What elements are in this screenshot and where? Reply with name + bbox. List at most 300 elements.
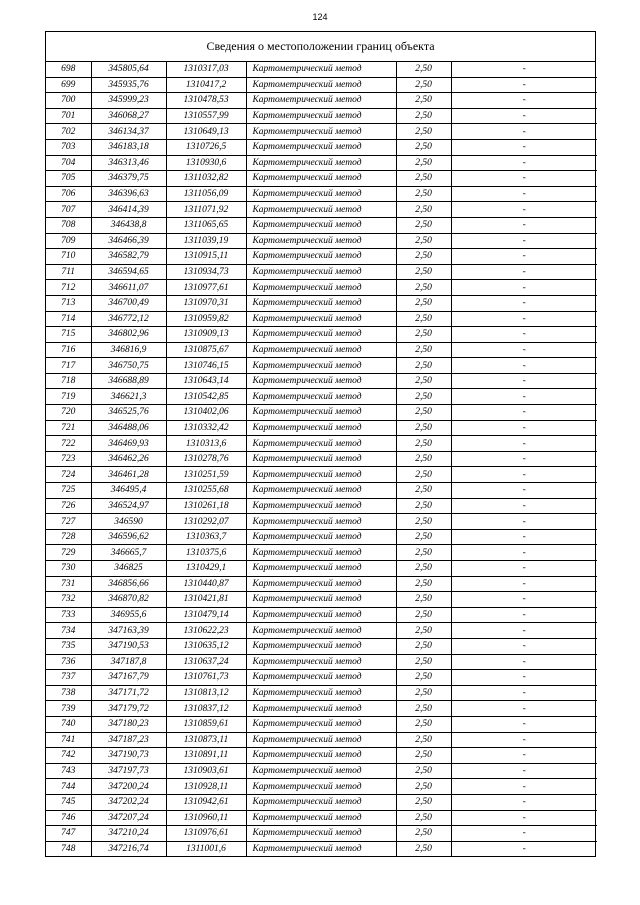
method-cell: Картометрический метод bbox=[246, 701, 396, 717]
point-number-cell: 699 bbox=[46, 77, 91, 93]
accuracy-cell: 2,50 bbox=[396, 623, 451, 639]
y-coordinate-cell: 1310637,24 bbox=[166, 654, 246, 670]
point-number-cell: 731 bbox=[46, 576, 91, 592]
point-number-cell: 734 bbox=[46, 623, 91, 639]
x-coordinate-cell: 346466,39 bbox=[91, 233, 166, 249]
point-number-cell: 737 bbox=[46, 670, 91, 686]
x-coordinate-cell: 345935,76 bbox=[91, 77, 166, 93]
table-row bbox=[46, 483, 597, 499]
accuracy-cell: 2,50 bbox=[396, 389, 451, 405]
method-cell: Картометрический метод bbox=[246, 233, 396, 249]
x-coordinate-cell: 346688,89 bbox=[91, 373, 166, 389]
accuracy-cell: 2,50 bbox=[396, 327, 451, 343]
y-coordinate-cell: 1310251,59 bbox=[166, 467, 246, 483]
description-cell: - bbox=[451, 358, 597, 374]
x-coordinate-cell: 346524,97 bbox=[91, 498, 166, 514]
accuracy-cell: 2,50 bbox=[396, 685, 451, 701]
table-row bbox=[46, 623, 597, 639]
description-cell: - bbox=[451, 654, 597, 670]
method-cell: Картометрический метод bbox=[246, 311, 396, 327]
table-row bbox=[46, 779, 597, 795]
point-number-cell: 698 bbox=[61, 64, 76, 75]
description-cell: - bbox=[451, 249, 597, 265]
point-number-cell: 747 bbox=[46, 826, 91, 842]
table-row bbox=[46, 607, 597, 623]
description-cell: - bbox=[451, 77, 597, 93]
method-cell: Картометрический метод bbox=[246, 810, 396, 826]
accuracy-cell: 2,50 bbox=[396, 342, 451, 358]
point-number-cell: 723 bbox=[46, 451, 91, 467]
point-number-cell: 735 bbox=[46, 638, 91, 654]
description-cell: - bbox=[451, 670, 597, 686]
description-cell: - bbox=[451, 202, 597, 218]
method-cell: Картометрический метод bbox=[246, 826, 396, 842]
y-coordinate-cell: 1310261,18 bbox=[166, 498, 246, 514]
method-cell: Картометрический метод bbox=[246, 529, 396, 545]
accuracy-cell: 2,50 bbox=[396, 483, 451, 499]
description-cell: - bbox=[451, 716, 597, 732]
point-number-cell: 727 bbox=[46, 514, 91, 530]
x-coordinate-cell: 347197,73 bbox=[91, 763, 166, 779]
description-cell: - bbox=[451, 467, 597, 483]
y-coordinate-cell: 1310417,2 bbox=[166, 77, 246, 93]
accuracy-cell: 2,50 bbox=[396, 654, 451, 670]
point-number-cell: 739 bbox=[46, 701, 91, 717]
accuracy-cell: 2,50 bbox=[396, 607, 451, 623]
x-coordinate-cell: 346594,65 bbox=[91, 264, 166, 280]
description-cell: - bbox=[451, 794, 597, 810]
x-coordinate-cell: 346068,27 bbox=[91, 108, 166, 124]
x-coordinate-cell: 346772,12 bbox=[91, 311, 166, 327]
accuracy-cell: 2,50 bbox=[396, 264, 451, 280]
table-row bbox=[46, 732, 597, 748]
y-coordinate-cell: 1310977,61 bbox=[166, 280, 246, 296]
x-coordinate-cell: 346825 bbox=[91, 561, 166, 577]
y-coordinate-cell: 1311056,09 bbox=[166, 186, 246, 202]
page-number: 124 bbox=[312, 12, 328, 22]
x-coordinate-cell: 346870,82 bbox=[91, 592, 166, 608]
method-cell: Картометрический метод bbox=[246, 716, 396, 732]
method-cell: Картометрический метод bbox=[246, 124, 396, 140]
accuracy-cell: 2,50 bbox=[396, 592, 451, 608]
description-cell: - bbox=[451, 264, 597, 280]
table-row bbox=[46, 701, 597, 717]
y-coordinate-cell: 1310909,13 bbox=[166, 327, 246, 343]
point-number-cell: 711 bbox=[46, 264, 91, 280]
description-cell: - bbox=[451, 685, 597, 701]
method-cell: Картометрический метод bbox=[246, 358, 396, 374]
point-number-cell: 738 bbox=[46, 685, 91, 701]
x-coordinate-cell: 347190,73 bbox=[91, 748, 166, 764]
y-coordinate-cell: 1310813,12 bbox=[166, 685, 246, 701]
description-cell: - bbox=[451, 451, 597, 467]
description-cell: - bbox=[451, 311, 597, 327]
x-coordinate-cell: 346700,49 bbox=[91, 295, 166, 311]
point-number-cell: 736 bbox=[46, 654, 91, 670]
method-cell: Картометрический метод bbox=[246, 561, 396, 577]
method-cell: Картометрический метод bbox=[246, 685, 396, 701]
method-cell: Картометрический метод bbox=[246, 108, 396, 124]
method-cell: Картометрический метод bbox=[246, 202, 396, 218]
description-cell: - bbox=[451, 108, 597, 124]
table-row bbox=[46, 685, 597, 701]
x-coordinate-cell: 346313,46 bbox=[91, 155, 166, 171]
x-coordinate-cell: 345805,64 bbox=[91, 62, 166, 77]
x-coordinate-cell: 347180,23 bbox=[91, 716, 166, 732]
table-row bbox=[46, 794, 597, 810]
y-coordinate-cell: 1310915,11 bbox=[166, 249, 246, 265]
y-coordinate-cell: 1310313,6 bbox=[166, 436, 246, 452]
point-number-cell: 729 bbox=[46, 545, 91, 561]
description-cell: - bbox=[451, 748, 597, 764]
y-coordinate-cell: 1310873,11 bbox=[166, 732, 246, 748]
point-number-cell: 721 bbox=[46, 420, 91, 436]
accuracy-cell: 2,50 bbox=[396, 794, 451, 810]
y-coordinate-cell: 1311039,19 bbox=[166, 233, 246, 249]
y-coordinate-cell: 1310837,12 bbox=[166, 701, 246, 717]
point-number-cell: 722 bbox=[46, 436, 91, 452]
table-row bbox=[46, 77, 597, 93]
x-coordinate-cell: 346611,07 bbox=[91, 280, 166, 296]
point-number-cell: 700 bbox=[46, 93, 91, 109]
table-row bbox=[46, 810, 597, 826]
method-cell: Картометрический метод bbox=[246, 264, 396, 280]
table-row bbox=[46, 202, 597, 218]
y-coordinate-cell: 1310928,11 bbox=[166, 779, 246, 795]
table-row bbox=[46, 576, 597, 592]
description-cell: - bbox=[451, 841, 597, 856]
description-cell: - bbox=[451, 436, 597, 452]
table-row bbox=[46, 716, 597, 732]
table-row bbox=[46, 93, 597, 109]
description-cell: - bbox=[451, 826, 597, 842]
x-coordinate-cell: 346750,75 bbox=[91, 358, 166, 374]
method-cell: Картометрический метод bbox=[246, 280, 396, 296]
y-coordinate-cell: 1310421,81 bbox=[166, 592, 246, 608]
table-row bbox=[46, 420, 597, 436]
point-number-cell: 728 bbox=[46, 529, 91, 545]
y-coordinate-cell: 1310375,6 bbox=[166, 545, 246, 561]
y-coordinate-cell: 1310440,87 bbox=[166, 576, 246, 592]
description-cell: - bbox=[451, 498, 597, 514]
description-cell: - bbox=[451, 483, 597, 499]
description-cell: - bbox=[451, 701, 597, 717]
x-coordinate-cell: 346461,28 bbox=[91, 467, 166, 483]
x-coordinate-cell: 347207,24 bbox=[91, 810, 166, 826]
description-cell: - bbox=[451, 592, 597, 608]
x-coordinate-cell: 346414,39 bbox=[91, 202, 166, 218]
point-number-cell: 746 bbox=[46, 810, 91, 826]
point-number-cell: 740 bbox=[46, 716, 91, 732]
table-row bbox=[46, 62, 597, 77]
y-coordinate-cell: 1311071,92 bbox=[166, 202, 246, 218]
point-number-cell: 720 bbox=[46, 405, 91, 421]
table-row bbox=[46, 561, 597, 577]
x-coordinate-cell: 346462,26 bbox=[91, 451, 166, 467]
accuracy-cell: 2,50 bbox=[396, 171, 451, 187]
accuracy-cell: 2,50 bbox=[396, 826, 451, 842]
x-coordinate-cell: 347163,39 bbox=[91, 623, 166, 639]
point-number-cell: 704 bbox=[46, 155, 91, 171]
y-coordinate-cell: 1310402,06 bbox=[166, 405, 246, 421]
method-cell: Картометрический метод bbox=[246, 748, 396, 764]
table-title: Сведения о местоположении границ объекта bbox=[46, 32, 595, 62]
point-number-cell: 744 bbox=[46, 779, 91, 795]
method-cell: Картометрический метод bbox=[246, 420, 396, 436]
table-row bbox=[46, 405, 597, 421]
method-cell: Картометрический метод bbox=[246, 576, 396, 592]
description-cell: - bbox=[451, 342, 597, 358]
method-cell: Картометрический метод bbox=[246, 186, 396, 202]
method-cell: Картометрический метод bbox=[246, 592, 396, 608]
table-row bbox=[46, 139, 597, 155]
y-coordinate-cell: 1310622,23 bbox=[166, 623, 246, 639]
accuracy-cell: 2,50 bbox=[396, 529, 451, 545]
point-number-cell: 741 bbox=[46, 732, 91, 748]
accuracy-cell: 2,50 bbox=[396, 93, 451, 109]
accuracy-cell: 2,50 bbox=[396, 748, 451, 764]
point-number-cell: 730 bbox=[46, 561, 91, 577]
y-coordinate-cell: 1310726,5 bbox=[166, 139, 246, 155]
point-number-cell: 715 bbox=[46, 327, 91, 343]
accuracy-cell: 2,50 bbox=[396, 249, 451, 265]
x-coordinate-cell: 346495,4 bbox=[91, 483, 166, 499]
table-row bbox=[46, 592, 597, 608]
description-cell: - bbox=[451, 171, 597, 187]
x-coordinate-cell: 346582,79 bbox=[91, 249, 166, 265]
table-row bbox=[46, 217, 597, 233]
x-coordinate-cell: 346488,06 bbox=[91, 420, 166, 436]
y-coordinate-cell: 1310761,73 bbox=[166, 670, 246, 686]
method-cell: Картометрический метод bbox=[246, 841, 396, 856]
accuracy-cell: 2,50 bbox=[396, 467, 451, 483]
y-coordinate-cell: 1310255,68 bbox=[166, 483, 246, 499]
method-cell: Картометрический метод bbox=[246, 436, 396, 452]
description-cell: - bbox=[451, 62, 597, 77]
point-number-cell: 713 bbox=[46, 295, 91, 311]
point-number-cell: 743 bbox=[46, 763, 91, 779]
coordinates-table bbox=[46, 62, 597, 856]
description-cell: - bbox=[451, 576, 597, 592]
accuracy-cell: 2,50 bbox=[396, 124, 451, 140]
accuracy-cell: 2,50 bbox=[396, 420, 451, 436]
x-coordinate-cell: 347171,72 bbox=[91, 685, 166, 701]
x-coordinate-cell: 346590 bbox=[91, 514, 166, 530]
accuracy-cell: 2,50 bbox=[396, 638, 451, 654]
accuracy-cell: 2,50 bbox=[396, 716, 451, 732]
method-cell: Картометрический метод bbox=[246, 171, 396, 187]
table-row bbox=[46, 841, 597, 856]
description-cell: - bbox=[451, 155, 597, 171]
table-row bbox=[46, 186, 597, 202]
description-cell: - bbox=[451, 732, 597, 748]
x-coordinate-cell: 346596,62 bbox=[91, 529, 166, 545]
x-coordinate-cell: 346802,96 bbox=[91, 327, 166, 343]
table-row bbox=[46, 358, 597, 374]
accuracy-cell: 2,50 bbox=[396, 670, 451, 686]
point-number-cell: 732 bbox=[46, 592, 91, 608]
description-cell: - bbox=[451, 373, 597, 389]
y-coordinate-cell: 1310317,03 bbox=[166, 62, 246, 77]
y-coordinate-cell: 1311065,65 bbox=[166, 217, 246, 233]
method-cell: Картометрический метод bbox=[246, 295, 396, 311]
accuracy-cell: 2,50 bbox=[396, 436, 451, 452]
table-row bbox=[46, 545, 597, 561]
y-coordinate-cell: 1310478,53 bbox=[166, 93, 246, 109]
description-cell: - bbox=[451, 186, 597, 202]
table-row bbox=[46, 280, 597, 296]
description-cell: - bbox=[451, 514, 597, 530]
method-cell: Картометрический метод bbox=[246, 670, 396, 686]
x-coordinate-cell: 346469,93 bbox=[91, 436, 166, 452]
table-row bbox=[46, 748, 597, 764]
method-cell: Картометрический метод bbox=[246, 389, 396, 405]
method-cell: Картометрический метод bbox=[246, 763, 396, 779]
table-row bbox=[46, 389, 597, 405]
accuracy-cell: 2,50 bbox=[396, 373, 451, 389]
point-number-cell: 703 bbox=[46, 139, 91, 155]
table-row bbox=[46, 171, 597, 187]
table-row bbox=[46, 295, 597, 311]
point-number-cell: 707 bbox=[46, 202, 91, 218]
x-coordinate-cell: 347187,8 bbox=[91, 654, 166, 670]
accuracy-cell: 2,50 bbox=[396, 280, 451, 296]
method-cell: Картометрический метод bbox=[246, 483, 396, 499]
description-cell: - bbox=[451, 139, 597, 155]
table-row bbox=[46, 233, 597, 249]
x-coordinate-cell: 346856,66 bbox=[91, 576, 166, 592]
point-number-cell: 733 bbox=[46, 607, 91, 623]
description-cell: - bbox=[451, 405, 597, 421]
point-number-cell: 706 bbox=[46, 186, 91, 202]
point-number-cell: 719 bbox=[46, 389, 91, 405]
accuracy-cell: 2,50 bbox=[396, 358, 451, 374]
method-cell: Картометрический метод bbox=[246, 217, 396, 233]
y-coordinate-cell: 1310746,15 bbox=[166, 358, 246, 374]
accuracy-cell: 2,50 bbox=[396, 514, 451, 530]
method-cell: Картометрический метод bbox=[246, 139, 396, 155]
y-coordinate-cell: 1310942,61 bbox=[166, 794, 246, 810]
method-cell: Картометрический метод bbox=[246, 155, 396, 171]
y-coordinate-cell: 1311032,82 bbox=[166, 171, 246, 187]
description-cell: - bbox=[451, 763, 597, 779]
method-cell: Картометрический метод bbox=[246, 327, 396, 343]
accuracy-cell: 2,50 bbox=[396, 841, 451, 856]
accuracy-cell: 2,50 bbox=[396, 545, 451, 561]
accuracy-cell: 2,50 bbox=[396, 217, 451, 233]
table-row bbox=[46, 155, 597, 171]
table-row bbox=[46, 108, 597, 124]
accuracy-cell: 2,50 bbox=[396, 139, 451, 155]
x-coordinate-cell: 346665,7 bbox=[91, 545, 166, 561]
description-cell: - bbox=[451, 295, 597, 311]
point-number-cell: 748 bbox=[46, 841, 91, 856]
table-row bbox=[46, 327, 597, 343]
x-coordinate-cell: 347187,23 bbox=[91, 732, 166, 748]
accuracy-cell: 2,50 bbox=[396, 155, 451, 171]
x-coordinate-cell: 347190,53 bbox=[91, 638, 166, 654]
accuracy-cell: 2,50 bbox=[396, 498, 451, 514]
point-number-cell: 745 bbox=[46, 794, 91, 810]
x-coordinate-cell: 346816,9 bbox=[91, 342, 166, 358]
point-number-cell: 701 bbox=[46, 108, 91, 124]
method-cell: Картометрический метод bbox=[246, 498, 396, 514]
x-coordinate-cell: 347210,24 bbox=[91, 826, 166, 842]
description-cell: - bbox=[451, 420, 597, 436]
accuracy-cell: 2,50 bbox=[396, 405, 451, 421]
y-coordinate-cell: 1310557,99 bbox=[166, 108, 246, 124]
coordinates-table-body bbox=[46, 62, 597, 856]
method-cell: Картометрический метод bbox=[246, 342, 396, 358]
accuracy-cell: 2,50 bbox=[396, 233, 451, 249]
x-coordinate-cell: 347202,24 bbox=[91, 794, 166, 810]
table-row bbox=[46, 514, 597, 530]
method-cell: Картометрический метод bbox=[246, 794, 396, 810]
description-cell: - bbox=[451, 561, 597, 577]
y-coordinate-cell: 1310934,73 bbox=[166, 264, 246, 280]
y-coordinate-cell: 1310970,31 bbox=[166, 295, 246, 311]
method-cell: Картометрический метод bbox=[246, 638, 396, 654]
y-coordinate-cell: 1310332,42 bbox=[166, 420, 246, 436]
x-coordinate-cell: 346134,37 bbox=[91, 124, 166, 140]
y-coordinate-cell: 1310649,13 bbox=[166, 124, 246, 140]
boundary-table-frame bbox=[45, 31, 596, 857]
table-row bbox=[46, 670, 597, 686]
y-coordinate-cell: 1310635,12 bbox=[166, 638, 246, 654]
table-row bbox=[46, 763, 597, 779]
y-coordinate-cell: 1310429,1 bbox=[166, 561, 246, 577]
accuracy-cell: 2,50 bbox=[396, 451, 451, 467]
point-number-cell: 725 bbox=[46, 483, 91, 499]
table-row bbox=[46, 264, 597, 280]
table-row bbox=[46, 249, 597, 265]
x-coordinate-cell: 347179,72 bbox=[91, 701, 166, 717]
description-cell: - bbox=[451, 638, 597, 654]
accuracy-cell: 2,50 bbox=[396, 311, 451, 327]
method-cell: Картометрический метод bbox=[246, 467, 396, 483]
x-coordinate-cell: 347216,74 bbox=[91, 841, 166, 856]
description-cell: - bbox=[451, 623, 597, 639]
x-coordinate-cell: 346379,75 bbox=[91, 171, 166, 187]
method-cell: Картометрический метод bbox=[246, 93, 396, 109]
method-cell: Картометрический метод bbox=[246, 654, 396, 670]
method-cell: Картометрический метод bbox=[246, 62, 396, 77]
accuracy-cell: 2,50 bbox=[396, 561, 451, 577]
table-row bbox=[46, 654, 597, 670]
x-coordinate-cell: 346438,8 bbox=[91, 217, 166, 233]
method-cell: Картометрический метод bbox=[246, 77, 396, 93]
accuracy-cell: 2,50 bbox=[396, 779, 451, 795]
y-coordinate-cell: 1310363,7 bbox=[166, 529, 246, 545]
description-cell: - bbox=[451, 93, 597, 109]
description-cell: - bbox=[451, 124, 597, 140]
point-number-cell: 714 bbox=[46, 311, 91, 327]
method-cell: Картометрический метод bbox=[246, 514, 396, 530]
accuracy-cell: 2,50 bbox=[396, 732, 451, 748]
point-number-cell: 726 bbox=[46, 498, 91, 514]
description-cell: - bbox=[451, 280, 597, 296]
accuracy-cell: 2,50 bbox=[396, 202, 451, 218]
description-cell: - bbox=[451, 810, 597, 826]
table-row bbox=[46, 529, 597, 545]
y-coordinate-cell: 1310959,82 bbox=[166, 311, 246, 327]
method-cell: Картометрический метод bbox=[246, 373, 396, 389]
description-cell: - bbox=[451, 217, 597, 233]
description-cell: - bbox=[451, 233, 597, 249]
y-coordinate-cell: 1310278,76 bbox=[166, 451, 246, 467]
description-cell: - bbox=[451, 545, 597, 561]
y-coordinate-cell: 1310891,11 bbox=[166, 748, 246, 764]
